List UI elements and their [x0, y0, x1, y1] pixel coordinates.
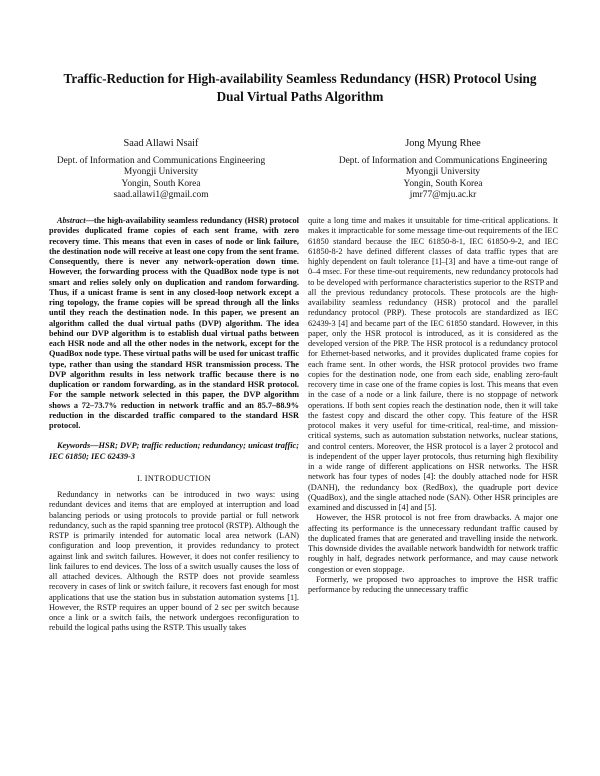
body-paragraph: Formerly, we proposed two approaches to improve the HSR traffic performance by reducing the unnecessary traffic: [308, 574, 558, 594]
author-block-1: [36, 138, 286, 202]
abstract: [49, 216, 299, 431]
body-paragraph: quite a long time and makes it unsuitable for time-critical applications. It makes it impracticable for some message time-out requirements of the IEC 61850 standard because the IEC 61850-8-1, IEC 61850-9-2, and IEC 61850-8-2 have defined different classes of data traffic types that are highly dependent on fault tolerance [1]–[3] and have a time-out range of 0–4 msec. For these time-out requirements, new redundancy protocols had to be developed with performance characteristics superior to the RSTP and all the previous redundancy protocols. These protocols are the high-availability seamless redundancy (HSR) protocol and the parallel redundancy protocol (PRP). These protocols are standardized as IEC 62439-3 [4] and became part of the IEC 61850 standard. However, in this paper, only the HSR protocol is introduced, as it is considered as the developed version of the PRP. The HSR protocol is a redundancy protocol for Ethernet-based networks, and it provides duplicated frame copies for each frame sent. In other words, the HSR protocol provides two frame copies for the destination node, one from each side, enabling zero-fault recovery time in case one of the frame copies is lost. This means that even in the case of a node or a link failure, there is no stoppage of network operations. If both sent copies reach the destination node, then it will take the fastest copy and discard the other copy. This feature of the HSR protocol makes it very useful for time-critical, real-time, and mission-critical systems, such as automation substation networks, nuclear stations, and control centers. Moreover, the HSR protocol is a layer 2 protocol and is independent of the upper layer protocols, thus returning high flexibility in a wide range of different applications on HSR networks. The HSR network has four types of nodes [4]: the doubly attached node for HSR (DANH), the redundancy box (RedBox), the quadruple port device (QuadBox), and the single attached node (SAN). Other HSR principles are examined and discussed in [4] and [5].: [308, 216, 558, 512]
author-dept: Dept. of Information and Communications Engineering: [56, 155, 266, 166]
author-email: saad.allawi1@gmail.com: [113, 190, 209, 201]
intro-paragraph: Redundancy in networks can be introduced in two ways: using redundant devices and items that are employed at interruption and load balancing periods or using protocols to provide partial or full network redundancy, such as the rapid spanning tree protocol (RSTP). Although the RSTP is primarily intended for automatic local area network (LAN) configuration and loop prevention, it provides redundancy to protect against link and switch failures. However, it does not confer resiliency to link failures to end devices. The loss of a switch usually causes the loss of all attached devices. Although the RSTP does not provide seamless recovery in cases of link or switch failure, it recovers fast enough for most applications that use the station bus in substation automation systems [1]. However, the RSTP requires an upper bound of 2 sec per switch because once a link or a switch fails, the network undergoes reconfiguration to rebuild the logical paths using the RSTP. This usually takes: [49, 490, 299, 633]
abstract-text: —the high-availability seamless redundancy (HSR) protocol provides duplicated frame copies of each sent frame, with zero recovery time. This means that even in cases of node or link failure, the destination node will receive at least one copy from the sent frame. Consequently, there is never any network-operation down time. However, the forwarding process with the QuadBox node type is not smart and relies solely only on duplication and random forwarding. Thus, if a unicast frame is sent in any closed-loop network except a ring topology, the frame copies will be spread through all the links until they reach the destination node. In this paper, we present an algorithm called the dual virtual paths (DVP) algorithm. The idea behind our DVP algorithm is to establish dual virtual paths between each HSR node and all the other nodes in the network, except for the QuadBox node type. These virtual paths will be used for unicast traffic type, rather than using the standard HSR transmission process. The DVP algorithm results in less network traffic because there is no duplication or random forwarding, as in the standard HSR protocol. For the sample network selected in this paper, the DVP algorithm shows a 72–73.7% reduction in network traffic and an 85.7–88.9% reduction in the discarded traffic compared to the standard HSR protocol.: [49, 216, 300, 430]
abstract-label: Abstract: [57, 216, 86, 225]
paper-title: Traffic-Reduction for High-availability Seamless Redundancy (HSR) Protocol Using Dual Virtual Paths Algorithm: [63, 71, 537, 104]
author-city: Yongin, South Korea: [121, 178, 201, 189]
author-name: Saad Allawi Nsaif: [123, 138, 199, 149]
keywords: Keywords—HSR; DVP; traffic reduction; redundancy; unicast traffic; IEC 61850; IEC 62439-3: [49, 441, 299, 461]
left-column: [49, 216, 299, 634]
author-block-2: [318, 138, 568, 202]
author-city: Yongin, South Korea: [403, 178, 483, 189]
author-university: Myongji University: [123, 167, 199, 178]
body-paragraph: However, the HSR protocol is not free from drawbacks. A major one affecting its performance is the unnecessary redundant traffic caused by the duplicated frames that are generated and travelling inside the network. This downside divides the available network bandwidth for network traffic roughly in half, degrades network performance, and may cause network congestion or even stoppage.: [308, 513, 558, 574]
section-heading-introduction: I. INTRODUCTION: [136, 473, 212, 483]
author-dept: Dept. of Information and Communications Engineering: [338, 155, 548, 166]
right-column: [308, 216, 558, 595]
author-university: Myongji University: [405, 167, 481, 178]
author-email: jmr77@mju.ac.kr: [409, 190, 477, 201]
author-name: Jong Myung Rhee: [405, 138, 481, 149]
